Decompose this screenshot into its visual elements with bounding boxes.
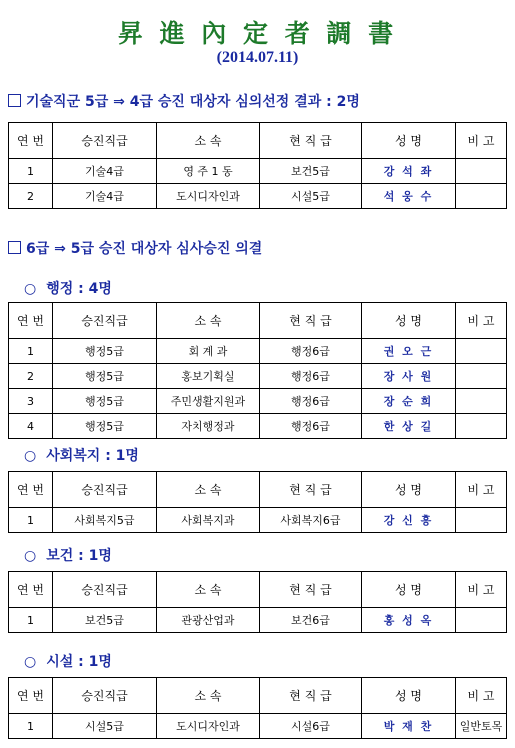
- column-header: 현 직 급: [260, 678, 362, 714]
- table-cell: 홍보기획실: [157, 364, 260, 389]
- table-row: [9, 389, 507, 414]
- column-header: 연 번: [9, 123, 53, 159]
- roster-table: [8, 471, 507, 533]
- person-name: 장 순 희: [362, 389, 456, 414]
- table-cell: [456, 184, 507, 209]
- subsection-label: 시설 : 1명: [46, 654, 112, 670]
- subsection-label: 사회복지 : 1명: [46, 448, 139, 464]
- table-cell: 1: [9, 714, 53, 739]
- document-date: (2014.07.11): [216, 49, 299, 66]
- person-name: 강 신 흥: [362, 508, 456, 533]
- column-header: 현 직 급: [260, 303, 362, 339]
- table-row: [9, 508, 507, 533]
- roster-table: [8, 302, 507, 439]
- table-cell: 일반토목: [456, 714, 507, 739]
- table-cell: 2: [9, 184, 53, 209]
- table-cell: 1: [9, 339, 53, 364]
- column-header: 승진직급: [53, 678, 157, 714]
- document-title: 昇 進 內 定 者 調 書: [117, 19, 398, 48]
- table-cell: [456, 389, 507, 414]
- table-cell: 회 계 과: [157, 339, 260, 364]
- table-cell: 행정6급: [260, 389, 362, 414]
- table-cell: 행정5급: [53, 414, 157, 439]
- column-header: 소 속: [157, 303, 260, 339]
- table-cell: 행정6급: [260, 339, 362, 364]
- roster-table: [8, 122, 507, 209]
- table-cell: 2: [9, 364, 53, 389]
- table-cell: 행정5급: [53, 389, 157, 414]
- column-header: 소 속: [157, 678, 260, 714]
- table-row: [9, 414, 507, 439]
- table-cell: 시설5급: [260, 184, 362, 209]
- table-cell: [456, 159, 507, 184]
- table-header-row: [9, 472, 507, 508]
- table-cell: 기술4급: [53, 159, 157, 184]
- person-name: 한 상 길: [362, 414, 456, 439]
- column-header: 현 직 급: [260, 472, 362, 508]
- person-name: 권 오 근: [362, 339, 456, 364]
- subsection-facility: [24, 651, 112, 671]
- table-cell: 도시디자인과: [157, 184, 260, 209]
- subsection-label: 행정 : 4명: [46, 281, 112, 297]
- roster-table: [8, 677, 507, 739]
- table-cell: 관광산업과: [157, 608, 260, 633]
- table-cell: 사회복지과: [157, 508, 260, 533]
- column-header: 성 명: [362, 123, 456, 159]
- person-name: 장 사 원: [362, 364, 456, 389]
- column-header: 성 명: [362, 303, 456, 339]
- table-cell: 시설5급: [53, 714, 157, 739]
- person-name: 강 석 좌: [362, 159, 456, 184]
- circle-bullet-icon: ○: [24, 281, 37, 297]
- table-header-row: [9, 572, 507, 608]
- column-header: 승진직급: [53, 303, 157, 339]
- column-header: 비 고: [456, 303, 507, 339]
- checkbox-square-icon: [8, 241, 21, 254]
- table-header-row: [9, 123, 507, 159]
- table-cell: [456, 414, 507, 439]
- subsection-welfare: [24, 445, 139, 465]
- column-header: 소 속: [157, 123, 260, 159]
- table-cell: [456, 508, 507, 533]
- column-header: 현 직 급: [260, 123, 362, 159]
- column-header: 소 속: [157, 572, 260, 608]
- table-cell: 1: [9, 508, 53, 533]
- column-header: 비 고: [456, 123, 507, 159]
- column-header: 소 속: [157, 472, 260, 508]
- circle-bullet-icon: ○: [24, 654, 37, 670]
- table-cell: 3: [9, 389, 53, 414]
- circle-bullet-icon: ○: [24, 448, 37, 464]
- column-header: 연 번: [9, 678, 53, 714]
- table-header-row: [9, 303, 507, 339]
- table-cell: 행정5급: [53, 339, 157, 364]
- column-header: 승진직급: [53, 572, 157, 608]
- table-cell: 보건6급: [260, 608, 362, 633]
- section-heading-level6: [8, 238, 262, 258]
- column-header: 승진직급: [53, 123, 157, 159]
- table-row: [9, 339, 507, 364]
- column-header: 비 고: [456, 678, 507, 714]
- person-name: 석 웅 수: [362, 184, 456, 209]
- table-cell: 사회복지6급: [260, 508, 362, 533]
- table-cell: [456, 364, 507, 389]
- table-row: [9, 714, 507, 739]
- table-cell: 1: [9, 608, 53, 633]
- table-cell: 영 주 1 동: [157, 159, 260, 184]
- column-header: 연 번: [9, 303, 53, 339]
- person-name: 홍 성 옥: [362, 608, 456, 633]
- table-header-row: [9, 678, 507, 714]
- column-header: 연 번: [9, 572, 53, 608]
- table-row: [9, 159, 507, 184]
- subsection-label: 보건 : 1명: [46, 548, 112, 564]
- table-cell: 보건5급: [260, 159, 362, 184]
- section-heading-technical: [8, 91, 360, 111]
- table-cell: 자치행정과: [157, 414, 260, 439]
- table-cell: 4: [9, 414, 53, 439]
- table-row: [9, 364, 507, 389]
- table-cell: [456, 608, 507, 633]
- table-cell: 시설6급: [260, 714, 362, 739]
- table-cell: [456, 339, 507, 364]
- table-cell: 행정5급: [53, 364, 157, 389]
- section-heading-text: 6급 ⇒ 5급 승진 대상자 심사승진 의결: [26, 241, 263, 257]
- table-cell: 행정6급: [260, 364, 362, 389]
- roster-table: [8, 571, 507, 633]
- person-name: 박 재 찬: [362, 714, 456, 739]
- table-cell: 보건5급: [53, 608, 157, 633]
- table-row: [9, 608, 507, 633]
- table-cell: 기술4급: [53, 184, 157, 209]
- table-cell: 도시디자인과: [157, 714, 260, 739]
- subsection-admin: [24, 278, 112, 298]
- table-cell: 1: [9, 159, 53, 184]
- column-header: 비 고: [456, 472, 507, 508]
- table-row: [9, 184, 507, 209]
- table-cell: 행정6급: [260, 414, 362, 439]
- circle-bullet-icon: ○: [24, 548, 37, 564]
- column-header: 성 명: [362, 572, 456, 608]
- table-cell: 사회복지5급: [53, 508, 157, 533]
- column-header: 성 명: [362, 678, 456, 714]
- column-header: 비 고: [456, 572, 507, 608]
- checkbox-square-icon: [8, 94, 21, 107]
- table-cell: 주민생활지원과: [157, 389, 260, 414]
- section-heading-text: 기술직군 5급 ⇒ 4급 승진 대상자 심의선정 결과 : 2명: [26, 94, 360, 110]
- subsection-health: [24, 545, 112, 565]
- column-header: 승진직급: [53, 472, 157, 508]
- column-header: 현 직 급: [260, 572, 362, 608]
- column-header: 연 번: [9, 472, 53, 508]
- column-header: 성 명: [362, 472, 456, 508]
